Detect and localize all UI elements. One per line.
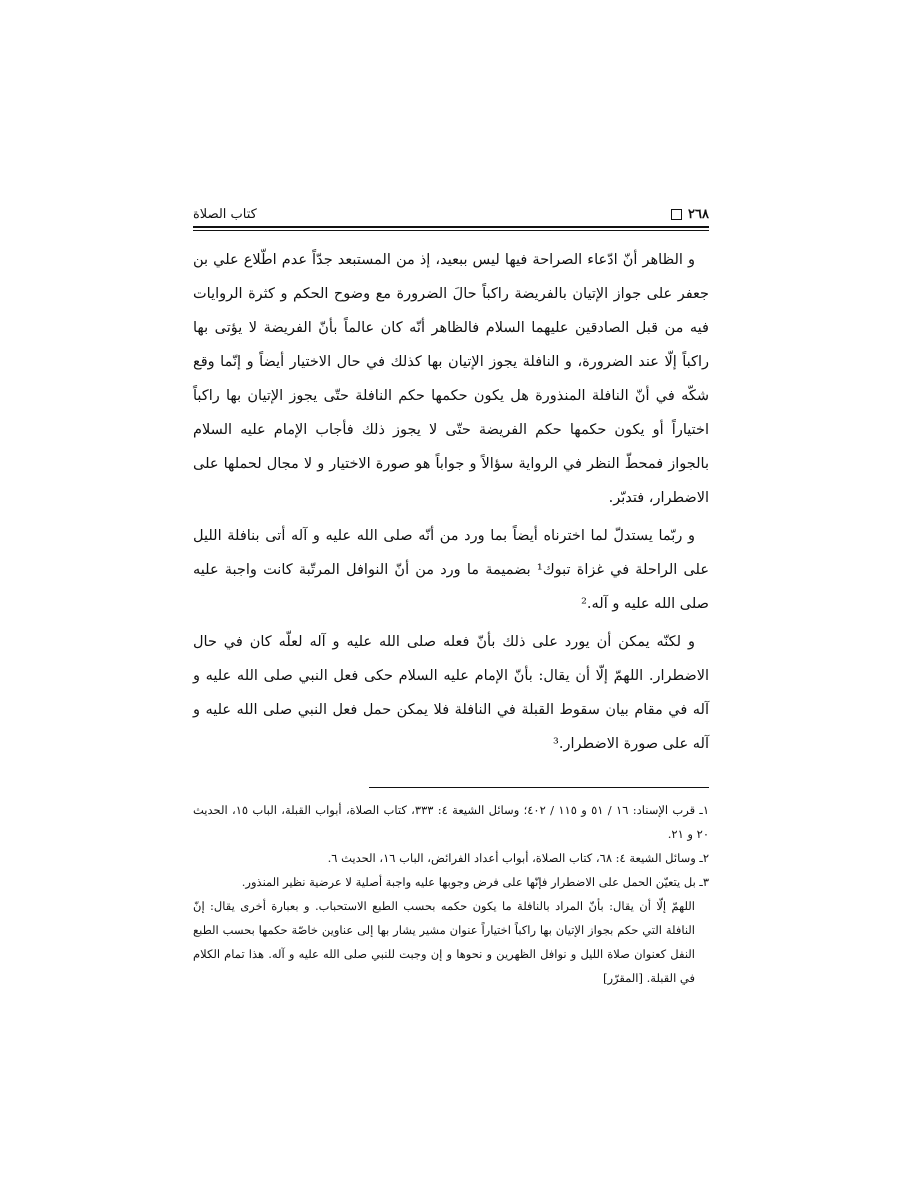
footnote-3: ٣ـ بل يتعيّن الحمل على الاضطرار فإنّها على فرض وجوبها عليه واجبة أصلية لا عرضية نظير المنذور. <box>241 875 709 889</box>
footnote-1: ١ـ قرب الإسناد: ١٦ / ٥١ و ١١٥ / ٤٠٢؛ وسائل الشيعة ٤: ٣٣٣، كتاب الصلاة، أبواب القبلة، الباب ١٥، الحديث ٢٠ و ٢١. <box>193 803 709 841</box>
book-page <box>193 200 709 990</box>
footnote-separator <box>369 787 709 788</box>
paragraph-1: و الظاهر أنّ ادّعاء الصراحة فيها ليس ببعيد، إذ من المستبعد جدّاً عدم اطّلاع علي بن جعفر على جواز الإتيان بالفريضة راكباً حالَ الضرورة مع وضوح الحكم و كثرة الروايات فيه من قبل الصادقين عليهما السلام فالظاهر أنّه كان عالماً بأنّ الفريضة لا يؤتى بها راكباً إلّا عند الضرورة، و النافلة يجوز الإتيان بها كذلك في حال الاختيار أيضاً و إنّما وقع شكّه في أنّ النافلة المنذورة هل يكون حكمها حكم النافلة حتّى يجوز الإتيان بها راكباً اختياراً أو يكون حكمها حكم الفريضة حتّى لا يجوز ذلك فأجاب الإمام عليه السلام بالجواز فمحطّ النظر في الرواية سؤالاً و جواباً هو صورة الاختيار و لا مجال لحملها على الاضطرار، فتدبّر. <box>193 252 709 506</box>
main-text <box>193 243 709 761</box>
running-title: كتاب الصلاة <box>193 207 257 222</box>
page-number: ٢٦٨ <box>688 207 709 222</box>
square-ornament-icon <box>671 209 682 220</box>
footnotes <box>193 798 709 990</box>
header-rule-thick <box>193 226 709 228</box>
paragraph-2: و ربّما يستدلّ لما اخترناه أيضاً بما ورد من أنّه صلى الله عليه و آله أتى بنافلة الليل على الراحلة في غزاة تبوك¹ بضميمة ما ورد من أنّ النوافل المرتّبة كانت واجبة عليه صلى الله عليه و آله.² <box>193 528 709 612</box>
footnote-3-continuation: اللهمّ إلّا أن يقال: بأنّ المراد بالنافلة ما يكون حكمه بحسب الطبع الاستحباب. و بعبارة أخرى يقال: إنّ النافلة التي حكم بجواز الإتيان بها راكباً اختياراً عنوان مشير يشار بها إلى عناوين خاصّة حكمها بحسب الطبع النفل كعنوان صلاة الليل و نوافل الظهرين و نحوها و إن وجبت للنبي صلى الله عليه و آله. هذا تمام الكلام في القبلة. [المقرّر] <box>193 899 695 985</box>
footnote-2: ٢ـ وسائل الشيعة ٤: ٦٨، كتاب الصلاة، أبواب أعداد الفرائض، الباب ١٦، الحديث ٦. <box>327 851 709 865</box>
page-header <box>193 200 709 222</box>
paragraph-3: و لكنّه يمكن أن يورد على ذلك بأنّ فعله صلى الله عليه و آله لعلّه كان في حال الاضطرار. اللهمّ إلّا أن يقال: بأنّ الإمام عليه السلام حكى فعل النبي صلى الله عليه و آله في مقام بيان سقوط القبلة في النافلة فلا يمكن حمل فعل النبي صلى الله عليه و آله على صورة الاضطرار.³ <box>193 634 709 752</box>
page-number-group <box>671 207 709 222</box>
header-rule-thin <box>193 230 709 231</box>
